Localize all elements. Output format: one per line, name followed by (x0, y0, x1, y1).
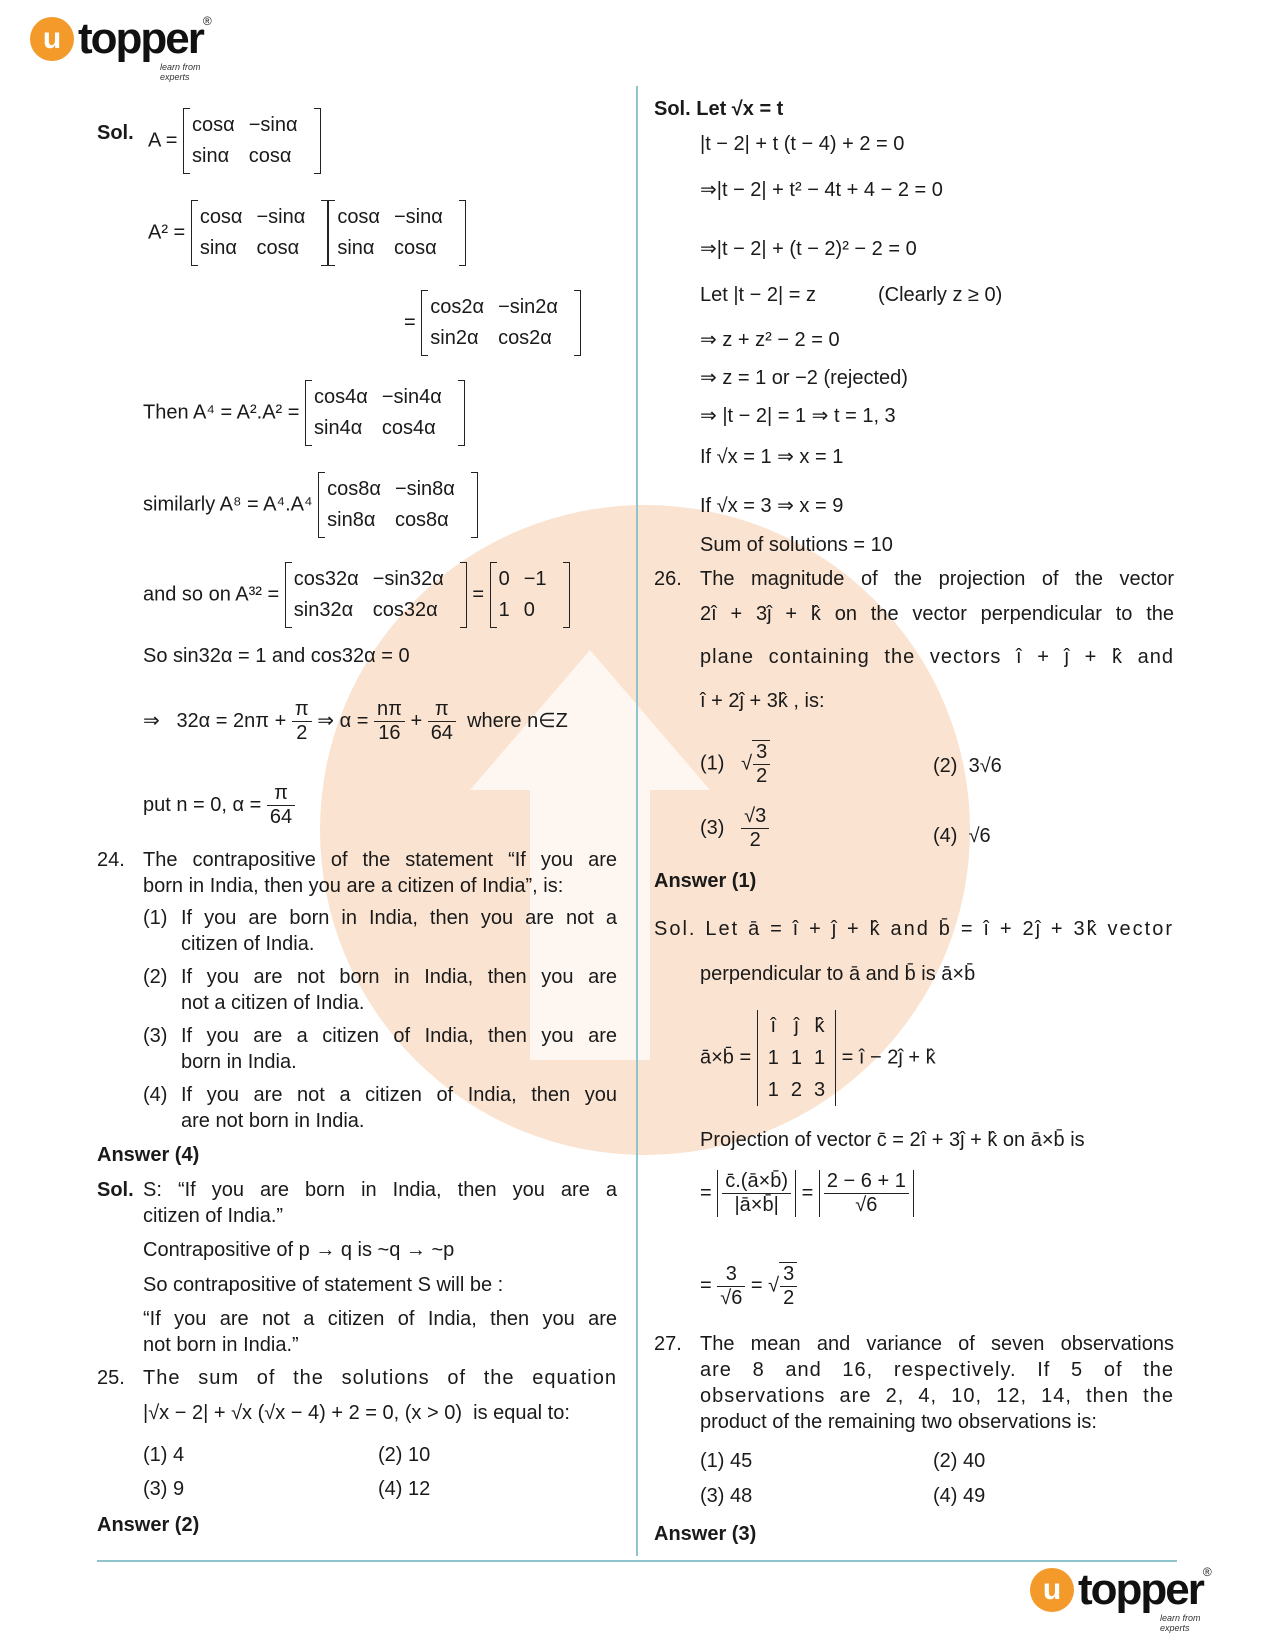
q27-line1: The mean and variance of seven observations (700, 1333, 1174, 1355)
sol26-line2: perpendicular to ā and b̄ is ā×b̄ (700, 963, 976, 985)
q24-number: 24. (97, 849, 125, 871)
q25-equation: |√x − 2| + √x (√x − 4) + 2 = 0, (x > 0) is equal to: (143, 1402, 570, 1424)
answer-24: Answer (4) (97, 1144, 200, 1166)
q24-opt3-num: (3) (143, 1025, 168, 1047)
sol26-line1: Sol. Let ā = î + ĵ + k̂ and b̄ = î + 2ĵ + 3k̂ vector (654, 918, 1174, 940)
r-line5: ⇒ z + z² − 2 = 0 (700, 329, 840, 351)
socontra-line: So contrapositive of statement S will be : (143, 1274, 504, 1296)
a-eq: A = (148, 129, 178, 152)
r-line1: |t − 2| + t (t − 4) + 2 = 0 (700, 133, 905, 155)
sol25-let: Sol. Let √x = t (654, 98, 784, 120)
answer-26: Answer (1) (654, 870, 757, 892)
brand-logo-top (30, 14, 212, 82)
r-line6: ⇒ z = 1 or −2 (rejected) (700, 367, 908, 389)
alpha-derivation: ⇒ 32α = 2nπ + $\frac{\pi}{2}$ ⇒ α = $\frac{n\pi}{16}$ + $\frac{\pi}{64}$ where n∈Z (143, 698, 568, 744)
q26-line1: The magnitude of the projection of the vector (700, 568, 1174, 590)
q26-opt4: (4) √6 (933, 825, 991, 847)
r-line4a: Let |t − 2| = z (700, 284, 817, 306)
sol24-line1: S: “If you are born in India, then you are a (143, 1179, 617, 1201)
q25-opt2: (2) 10 (378, 1444, 431, 1466)
q27-line3: observations are 2, 4, 10, 12, 14, then the (700, 1385, 1174, 1407)
r-line2: ⇒|t − 2| + t² − 4t + 4 − 2 = 0 (700, 179, 943, 201)
q27-number: 27. (654, 1333, 682, 1355)
quote-line2: not born in India.” (143, 1334, 299, 1356)
cross-product-det: ā×b̄ = î ĵ k̂ 1 1 1 1 2 3 = î − 2ĵ + k̂ (700, 1010, 936, 1106)
q27-opt2: (2) 40 (933, 1450, 986, 1472)
q26-line2: 2î + 3ĵ + k̂ on the vector perpendicular to the (700, 603, 1174, 625)
so-line: So sin32α = 1 and cos32α = 0 (143, 645, 410, 667)
q25-opt4: (4) 12 (378, 1478, 431, 1500)
projection-formula: = $\frac{c̄.(ā\times b̄)}{|ā\times b̄|}$ = $\frac{2 - 6 + 1}{√6}$ (700, 1170, 914, 1217)
q27-opt4: (4) 49 (933, 1485, 986, 1507)
column-divider (636, 86, 638, 1556)
r-line7: ⇒ |t − 2| = 1 ⇒ t = 1, 3 (700, 405, 896, 427)
brand-reg: ® (1202, 1565, 1212, 1579)
r-line8: If √x = 1 ⇒ x = 1 (700, 446, 844, 468)
q26-line4: î + 2ĵ + 3k̂ , is: (700, 690, 825, 712)
quote-line1: “If you are not a citizen of India, then you are (143, 1308, 617, 1330)
brand-name: topper (1078, 1565, 1203, 1614)
a2-eq: A² = (148, 221, 186, 244)
matrix-2alpha: = cos2α −sin2α sin2α cos2α (404, 290, 581, 356)
matrix-a32: and so on A³² = cos32α −sin32α sin32α cos32α = 0 −1 1 0 (143, 562, 570, 628)
q26-line3: plane containing the vectors î + ĵ + k̂ and (700, 646, 1174, 668)
q24-opt1-line2: citizen of India. (181, 933, 315, 955)
matrix-a4: Then A⁴ = A².A² = cos4α −sin4α sin4α cos4α (143, 380, 465, 446)
q24-opt4-line2: are not born in India. (181, 1110, 365, 1132)
brand-u-icon: u (30, 17, 74, 61)
then-text: Then A⁴ = A².A² = (143, 401, 300, 424)
brand-u-icon: u (1030, 1568, 1074, 1612)
q25-opt1: (1) 4 (143, 1444, 185, 1466)
matrix-a: A = cosα −sinα sinα cosα (148, 108, 321, 174)
brand-logo-bottom (1030, 1565, 1212, 1633)
sol24-label: Sol. (97, 1179, 134, 1201)
similarly-text: similarly A⁸ = A⁴.A⁴ (143, 493, 313, 516)
matrix-a8: similarly A⁸ = A⁴.A⁴ cos8α −sin8α sin8α cos8α (143, 472, 478, 538)
q25-number: 25. (97, 1367, 125, 1389)
q24-opt4-num: (4) (143, 1084, 168, 1106)
q25-line1: The sum of the solutions of the equation (143, 1367, 617, 1389)
q27-line4: product of the remaining two observations is: (700, 1411, 1097, 1433)
brand-reg: ® (202, 14, 212, 28)
matrix-a2: A² = cosα −sinα sinα cosα cosα −sinα sinα cosα (148, 200, 466, 266)
q24-line1: The contrapositive of the statement “If you are (143, 849, 617, 871)
answer-25: Answer (2) (97, 1514, 200, 1536)
put-n: put n = 0, α = $\frac{\pi}{64}$ (143, 782, 295, 829)
q24-opt2-line1: If you are not born in India, then you are (181, 966, 617, 988)
q27-opt3: (3) 48 (700, 1485, 753, 1507)
q26-opt2: (2) 3√6 (933, 755, 1002, 777)
q24-opt1-line1: If you are born in India, then you are not a (181, 907, 617, 929)
answer-27: Answer (3) (654, 1523, 757, 1545)
r-line4b: (Clearly z ≥ 0) (878, 284, 1003, 306)
projection-line: Projection of vector c̄ = 2î + 3ĵ + k̂ on ā×b̄ is (700, 1129, 1085, 1151)
sol24-line2: citizen of India.” (143, 1205, 284, 1227)
r-line10: Sum of solutions = 10 (700, 534, 893, 556)
bottom-rule (97, 1560, 1177, 1562)
contra-line: Contrapositive of p → q is ~q → ~p (143, 1239, 455, 1261)
q24-opt3-line2: born in India. (181, 1051, 297, 1073)
projection-result: = $\frac{3}{√6}$ = √ $\frac{3}{2}$ (700, 1262, 797, 1310)
q26-number: 26. (654, 568, 682, 590)
q24-opt1-num: (1) (143, 907, 168, 929)
q26-opt3: (3) $\frac{√3}{2}$ (700, 805, 769, 852)
q24-opt4-line1: If you are not a citizen of India, then you (181, 1084, 617, 1106)
brand-tagline: learn from experts (160, 62, 201, 82)
r-line9: If √x = 3 ⇒ x = 9 (700, 495, 844, 517)
q24-opt2-num: (2) (143, 966, 168, 988)
q24-opt2-line2: not a citizen of India. (181, 992, 365, 1014)
sol-label: Sol. (97, 122, 134, 144)
andso-text: and so on A³² = (143, 583, 280, 606)
brand-name: topper (78, 14, 203, 63)
q27-line2: are 8 and 16, respectively. If 5 of the (700, 1359, 1174, 1381)
q27-opt1: (1) 45 (700, 1450, 753, 1472)
q25-opt3: (3) 9 (143, 1478, 185, 1500)
brand-tagline: learn from experts (1160, 1613, 1201, 1633)
q24-opt3-line1: If you are a citizen of India, then you are (181, 1025, 617, 1047)
q24-line2: born in India, then you are a citizen of India”, is: (143, 875, 564, 897)
r-line3: ⇒|t − 2| + (t − 2)² − 2 = 0 (700, 238, 917, 260)
q26-opt1: (1) √ $\frac{3}{2}$ (700, 740, 770, 788)
